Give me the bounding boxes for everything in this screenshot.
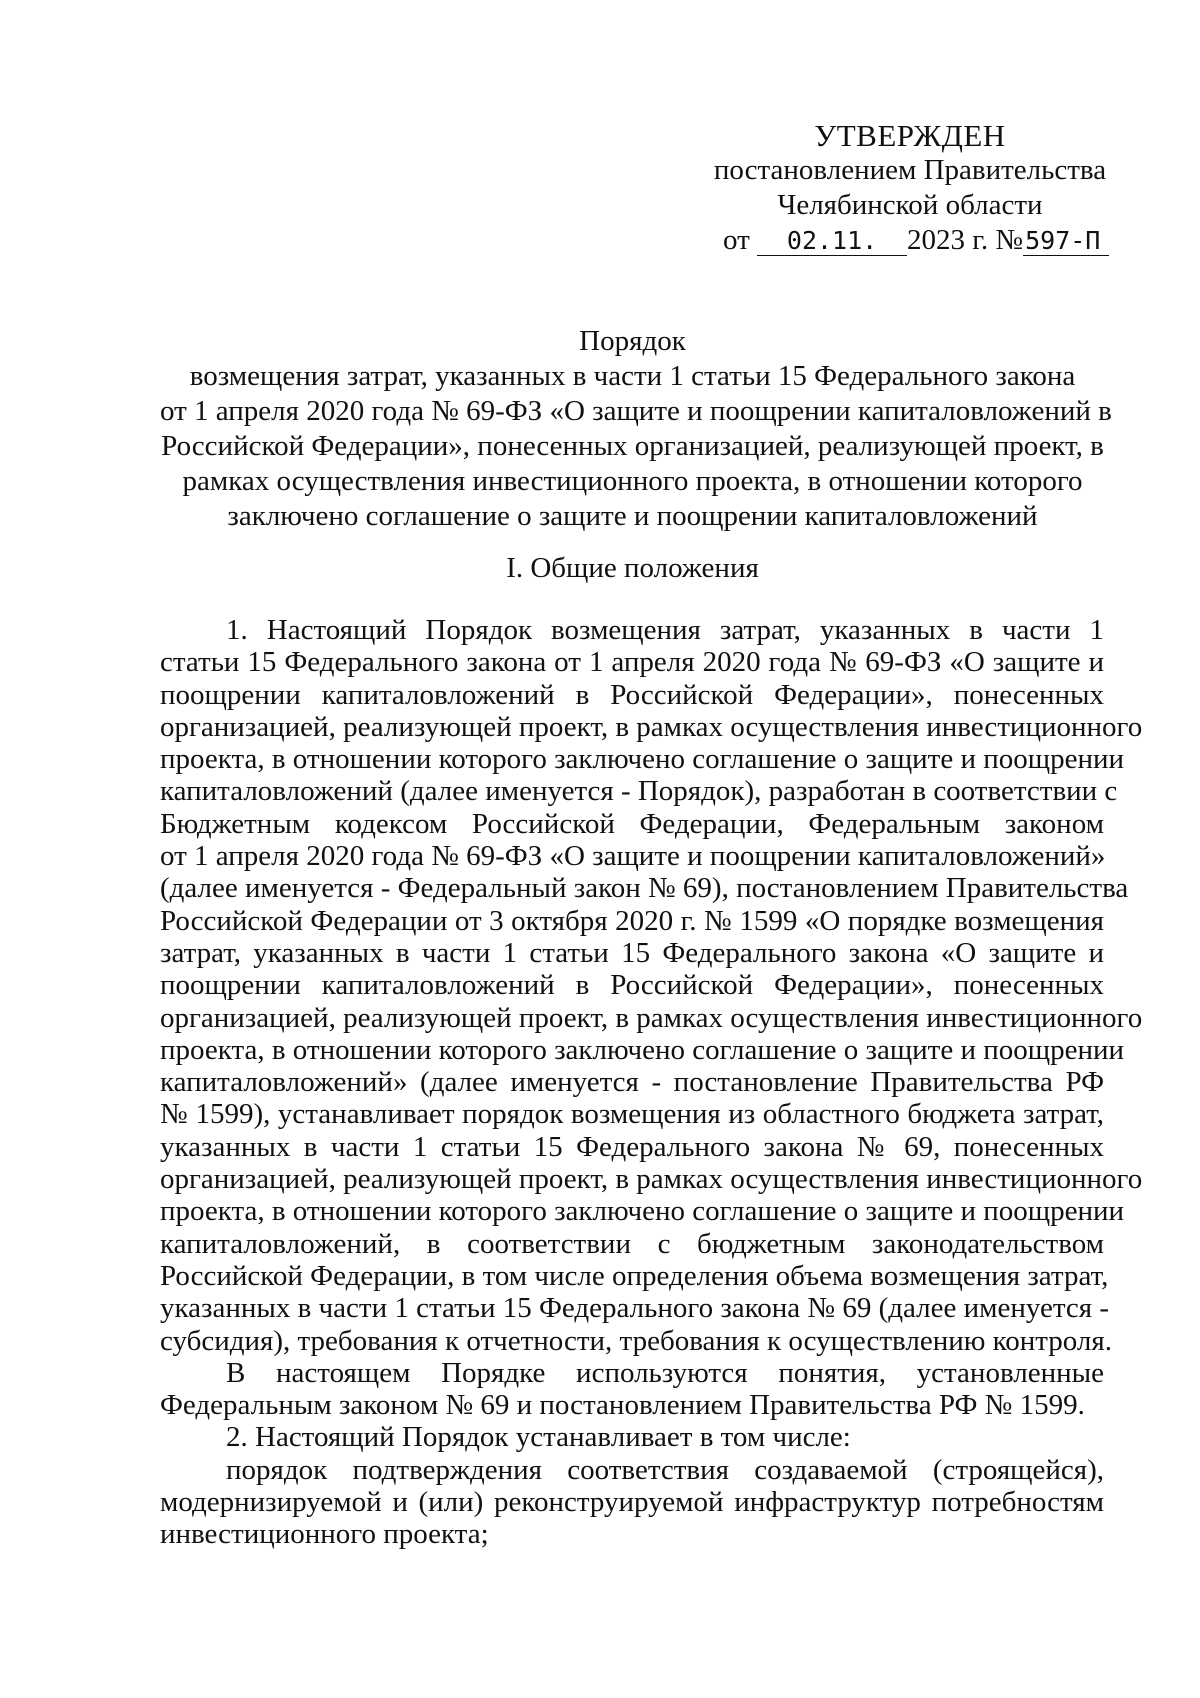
approval-stamp-block <box>700 118 1120 258</box>
body-line: (далее именуется - Федеральный закон № 69), постановлением Правительства <box>160 872 1129 905</box>
date-fill: 02.11. <box>757 227 907 256</box>
body-line: поощрении капиталовложений в Российской Федерации», понесенных <box>160 678 1104 711</box>
body-line: капиталовложений, в соответствии с бюджетным законодательством <box>160 1227 1104 1260</box>
body-line: модернизируемой и (или) реконструируемой инфраструктур потребностям <box>160 1486 1104 1519</box>
approval-line-2: Челябинской области <box>777 189 1043 221</box>
body-line: указанных в части 1 статьи 15 Федерального закона № 69 (далее именуется - <box>160 1292 1109 1325</box>
title-line: от 1 апреля 2020 года № 69-ФЗ «О защите и поощрении капиталовложений в <box>160 395 1112 427</box>
title-line: рамках осуществления инвестиционного проекта, в отношении которого <box>182 465 1083 497</box>
body-line: 2. Настоящий Порядок устанавливает в том числе: <box>226 1421 851 1454</box>
body-line: поощрении капиталовложений в Российской Федерации», понесенных <box>160 969 1104 1002</box>
body-line: порядок подтверждения соответствия создаваемой (строящейся), <box>226 1453 1104 1486</box>
title-line: заключено соглашение о защите и поощрении капиталовложений <box>227 500 1038 532</box>
body-line: организацией, реализующей проект, в рамках осуществления инвестиционного <box>160 1163 1143 1196</box>
section-heading: I. Общие положения <box>506 552 759 584</box>
body-line: В настоящем Порядке используются понятия, установленные <box>226 1356 1104 1389</box>
body-line: Российской Федерации от 3 октября 2020 г. № 1599 «О порядке возмещения <box>160 904 1104 937</box>
year-text: 2023 г. № <box>907 224 1024 256</box>
body-text <box>160 614 1143 1551</box>
body-line: инвестиционного проекта; <box>160 1518 489 1551</box>
approval-heading: УТВЕРЖДЕН <box>814 118 1006 153</box>
body-line: № 1599), устанавливает порядок возмещения из областного бюджета затрат, <box>160 1098 1104 1131</box>
document-title <box>160 324 1112 534</box>
body-line: капиталовложений» (далее именуется - постановление Правительства РФ <box>160 1066 1104 1099</box>
body-line: субсидия), требования к отчетности, требования к осуществлению контроля. <box>160 1324 1112 1357</box>
body-line: проекта, в отношении которого заключено соглашение о защите и поощрении <box>160 743 1125 776</box>
body-line: организацией, реализующей проект, в рамках осуществления инвестиционного <box>160 1001 1143 1034</box>
title-line: Российской Федерации», понесенных организацией, реализующей проект, в <box>161 430 1104 462</box>
number-fill: 597-П <box>1023 227 1109 256</box>
title-heading: Порядок <box>579 325 686 357</box>
body-line: 1. Настоящий Порядок возмещения затрат, указанных в части 1 <box>226 614 1104 646</box>
approval-line-1: постановлением Правительства <box>713 154 1107 186</box>
body-line: Федеральным законом № 69 и постановлением Правительства РФ № 1599. <box>160 1389 1085 1422</box>
body-line: капиталовложений (далее именуется - Порядок), разработан в соответствии с <box>160 775 1118 808</box>
body-line: проекта, в отношении которого заключено соглашение о защите и поощрении <box>160 1195 1125 1228</box>
body-line: Российской Федерации, в том числе определения объема возмещения затрат, <box>160 1259 1109 1292</box>
body-line: затрат, указанных в части 1 статьи 15 Федерального закона «О защите и <box>160 936 1104 969</box>
approval-date-line <box>700 223 1120 258</box>
body-line: от 1 апреля 2020 года № 69-ФЗ «О защите и поощрении капиталовложений» <box>160 840 1106 873</box>
date-prefix: от <box>723 224 750 256</box>
title-line: возмещения затрат, указанных в части 1 статьи 15 Федерального закона <box>189 360 1076 392</box>
body-line: статьи 15 Федерального закона от 1 апреля 2020 года № 69-ФЗ «О защите и <box>160 646 1104 679</box>
body-line: проекта, в отношении которого заключено соглашение о защите и поощрении <box>160 1033 1125 1066</box>
body-line: Бюджетным кодексом Российской Федерации, Федеральным законом <box>160 807 1104 840</box>
body-line: указанных в части 1 статьи 15 Федерального закона № 69, понесенных <box>160 1130 1104 1163</box>
body-line: организацией, реализующей проект, в рамках осуществления инвестиционного <box>160 710 1143 743</box>
